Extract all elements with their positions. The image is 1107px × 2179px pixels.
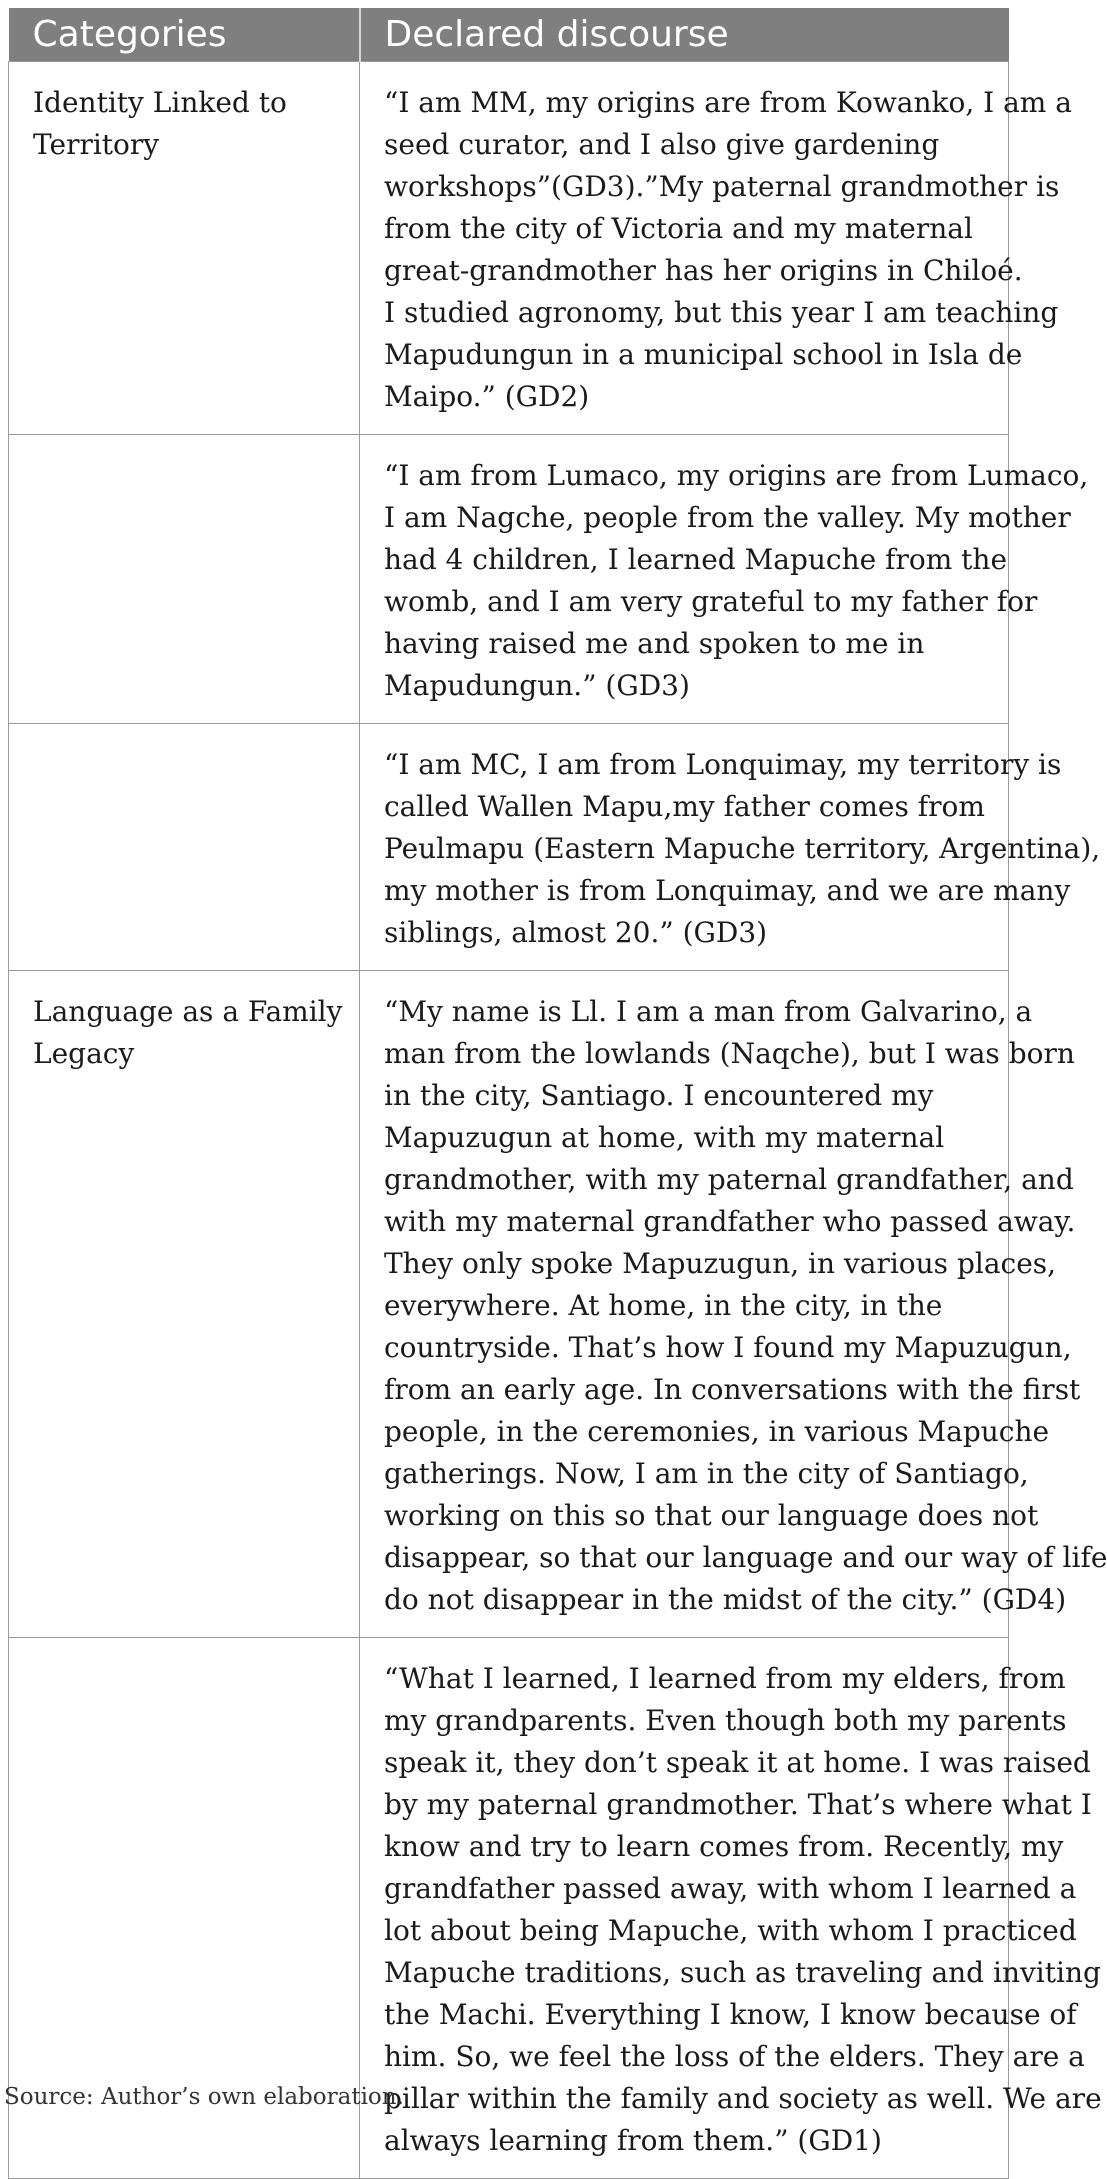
table-header xyxy=(9,8,1009,62)
category-text-line: Language as a Family xyxy=(33,995,343,1028)
discourse-text-line: called Wallen Mapu,my father comes from xyxy=(384,790,985,823)
discourse-text-line: my grandparents. Even though both my parents xyxy=(384,1704,1067,1737)
source-note: Source: Author’s own elaboration. xyxy=(4,2084,404,2110)
table-row xyxy=(9,724,1009,971)
discourse-text-line: grandfather passed away, with whom I learned a xyxy=(384,1872,1077,1905)
discourse-text-line: from an early age. In conversations with the first xyxy=(384,1373,1081,1406)
discourse-text-line: disappear, so that our language and our way of life xyxy=(384,1541,1107,1574)
discourse-text-line: “My name is Ll. I am a man from Galvarino, a xyxy=(384,995,1033,1028)
discourse-text-line: I studied agronomy, but this year I am teaching xyxy=(384,296,1059,329)
category-cell xyxy=(9,971,360,1638)
discourse-text-line: from the city of Victoria and my maternal xyxy=(384,212,973,245)
discourse-text-line: him. So, we feel the loss of the elders. They are a xyxy=(384,2040,1085,2073)
category-text-line: Territory xyxy=(33,128,160,161)
discourse-cell xyxy=(360,971,1107,1638)
discourse-text-line: Mapudungun in a municipal school in Isla de xyxy=(384,338,1023,371)
discourse-text-line: great-grandmother has her origins in Chiloé. xyxy=(384,254,1023,287)
discourse-text-line: I am Nagche, people from the valley. My mother xyxy=(384,501,1071,534)
table-row xyxy=(9,435,1009,724)
discourse-text-line: always learning from them.” (GD1) xyxy=(384,2124,882,2157)
discourse-text-line: “I am MM, my origins are from Kowanko, I am a xyxy=(384,86,1072,119)
discourse-text-line: the Machi. Everything I know, I know because of xyxy=(384,1998,1077,2031)
table-body xyxy=(9,62,1107,2179)
discourse-text-line: man from the lowlands (Naqche), but I was born xyxy=(384,1037,1075,1070)
discourse-text-line: in the city, Santiago. I encountered my xyxy=(384,1079,934,1112)
discourse-text-line: workshops”(GD3).”My paternal grandmother is xyxy=(384,170,1060,203)
category-text-line: Legacy xyxy=(33,1037,135,1070)
discourse-text-line: They only spoke Mapuzugun, in various places, xyxy=(384,1247,1057,1280)
header-categories: Categories xyxy=(9,8,360,62)
category-cell xyxy=(9,724,360,971)
discourse-text-line: Mapuzugun at home, with my maternal xyxy=(384,1121,945,1154)
discourse-cell xyxy=(360,1638,1102,2179)
table-row xyxy=(9,62,1009,435)
discourse-text-line: my mother is from Lonquimay, and we are many xyxy=(384,874,1071,907)
discourse-text-line: know and try to learn comes from. Recently, my xyxy=(384,1830,1064,1863)
discourse-cell xyxy=(360,62,1072,435)
discourse-text-line: “I am MC, I am from Lonquimay, my territory is xyxy=(384,748,1062,781)
discourse-text-line: siblings, almost 20.” (GD3) xyxy=(384,916,768,949)
discourse-text-line: seed curator, and I also give gardening xyxy=(384,128,940,161)
discourse-text-line: with my maternal grandfather who passed away. xyxy=(384,1205,1076,1238)
table-row xyxy=(9,971,1009,1638)
discourse-cell xyxy=(360,435,1089,724)
discourse-text-line: pillar within the family and society as well. We are xyxy=(384,2082,1102,2115)
discourse-text-line: Peulmapu (Eastern Mapuche territory, Argentina), xyxy=(384,832,1101,865)
discourse-text-line: countryside. That’s how I found my Mapuzugun, xyxy=(384,1331,1072,1364)
discourse-table xyxy=(8,8,1107,2179)
discourse-text-line: grandmother, with my paternal grandfather, and xyxy=(384,1163,1074,1196)
discourse-text-line: had 4 children, I learned Mapuche from the xyxy=(384,543,1008,576)
discourse-cell xyxy=(360,724,1101,971)
discourse-text-line: by my paternal grandmother. That’s where what I xyxy=(384,1788,1092,1821)
discourse-text-line: people, in the ceremonies, in various Mapuche xyxy=(384,1415,1050,1448)
category-cell xyxy=(9,435,360,724)
discourse-text-line: everywhere. At home, in the city, in the xyxy=(384,1289,943,1322)
header-declared-discourse: Declared discourse xyxy=(360,8,1009,62)
discourse-text-line: working on this so that our language does not xyxy=(384,1499,1039,1532)
discourse-text-line: Mapudungun.” (GD3) xyxy=(384,669,690,702)
discourse-text-line: speak it, they don’t speak it at home. I was raised xyxy=(384,1746,1091,1779)
discourse-text-line: lot about being Mapuche, with whom I practiced xyxy=(384,1914,1077,1947)
discourse-text-line: “I am from Lumaco, my origins are from Lumaco, xyxy=(384,459,1089,492)
discourse-text-line: womb, and I am very grateful to my father for xyxy=(384,585,1038,618)
discourse-text-line: having raised me and spoken to me in xyxy=(384,627,925,660)
discourse-text-line: do not disappear in the midst of the city.” (GD4) xyxy=(384,1583,1067,1616)
discourse-text-line: “What I learned, I learned from my elders, from xyxy=(384,1662,1066,1695)
category-text-line: Identity Linked to xyxy=(33,86,287,119)
discourse-text-line: Maipo.” (GD2) xyxy=(384,380,590,413)
category-cell xyxy=(9,62,360,435)
discourse-text-line: Mapuche traditions, such as traveling and inviting xyxy=(384,1956,1101,1989)
discourse-text-line: gatherings. Now, I am in the city of Santiago, xyxy=(384,1457,1029,1490)
